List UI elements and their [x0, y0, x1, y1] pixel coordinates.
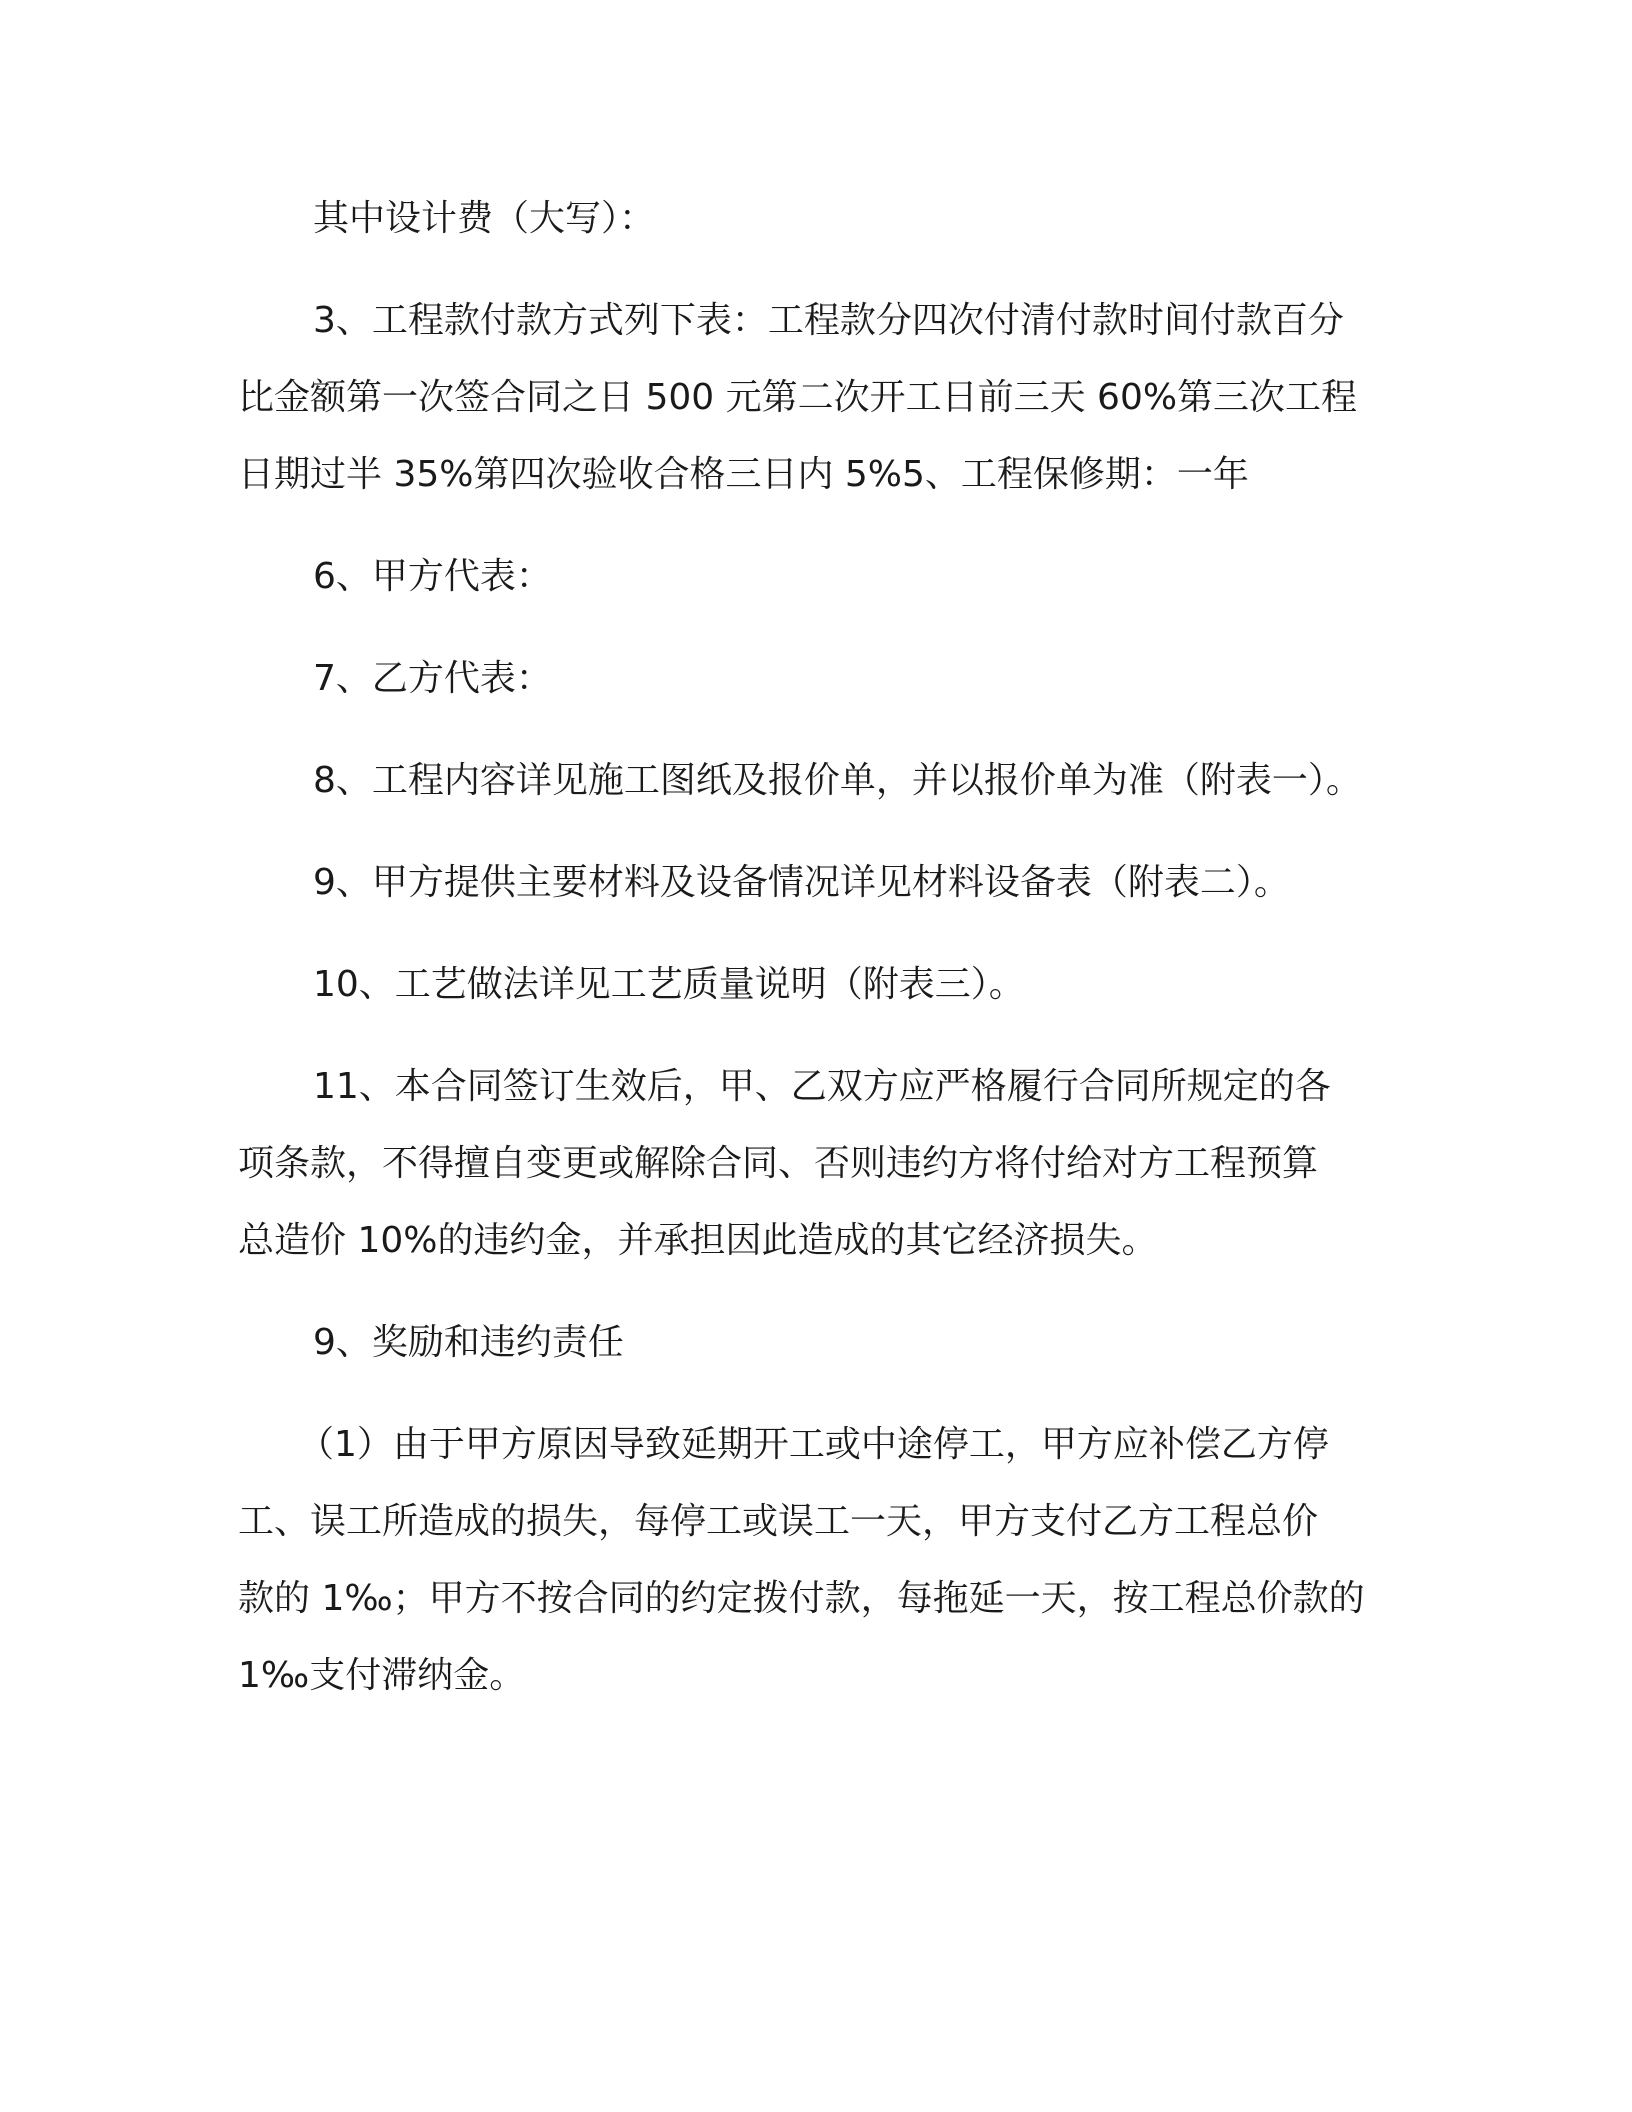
text-line: （1）由于甲方原因导致延期开工或中途停工，甲方应补偿乙方停 — [298, 1424, 1329, 1465]
text-line: 8、工程内容详见施工图纸及报价单，并以报价单为准（附表一）。 — [313, 760, 1362, 801]
text-line: 9、奖励和违约责任 — [313, 1322, 624, 1363]
text-line: 7、乙方代表： — [313, 658, 552, 699]
delay-compensation-paragraph — [238, 1406, 1398, 1714]
text-line: 项条款，不得擅自变更或解除合同、否则违约方将付给对方工程预算 — [238, 1143, 1319, 1184]
materials-paragraph — [313, 844, 1473, 921]
text-line: 10、工艺做法详见工艺质量说明（附表三）。 — [313, 964, 1025, 1005]
design-fee-paragraph — [313, 180, 1473, 257]
rewards-liability-heading — [313, 1304, 1473, 1381]
text-line: 日期过半 35%第四次验收合格三日内 5%5、工程保修期：一年 — [238, 454, 1249, 495]
text-line: 工、误工所造成的损失，每停工或误工一天，甲方支付乙方工程总价 — [238, 1501, 1319, 1542]
text-line: 总造价 10%的违约金，并承担因此造成的其它经济损失。 — [238, 1220, 1158, 1261]
text-line: 款的 1‰；甲方不按合同的约定拨付款，每拖延一天，按工程总价款的 — [238, 1578, 1365, 1619]
text-line: 6、甲方代表： — [313, 556, 552, 597]
party-b-representative-paragraph — [313, 640, 1473, 717]
craft-method-paragraph — [313, 946, 1473, 1023]
payment-terms-paragraph — [238, 282, 1398, 513]
text-line: 1‰支付滞纳金。 — [238, 1655, 526, 1696]
contract-effect-paragraph — [238, 1048, 1398, 1279]
text-line: 比金额第一次签合同之日 500 元第二次开工日前三天 60%第三次工程 — [238, 377, 1358, 418]
text-line: 其中设计费（大写）： — [313, 198, 656, 239]
text-line: 3、工程款付款方式列下表：工程款分四次付清付款时间付款百分 — [313, 300, 1344, 341]
text-line: 9、甲方提供主要材料及设备情况详见材料设备表（附表二）。 — [313, 862, 1290, 903]
party-a-representative-paragraph — [313, 538, 1473, 615]
work-content-paragraph — [313, 742, 1473, 819]
text-line: 11、本合同签订生效后，甲、乙双方应严格履行合同所规定的各 — [313, 1066, 1331, 1107]
